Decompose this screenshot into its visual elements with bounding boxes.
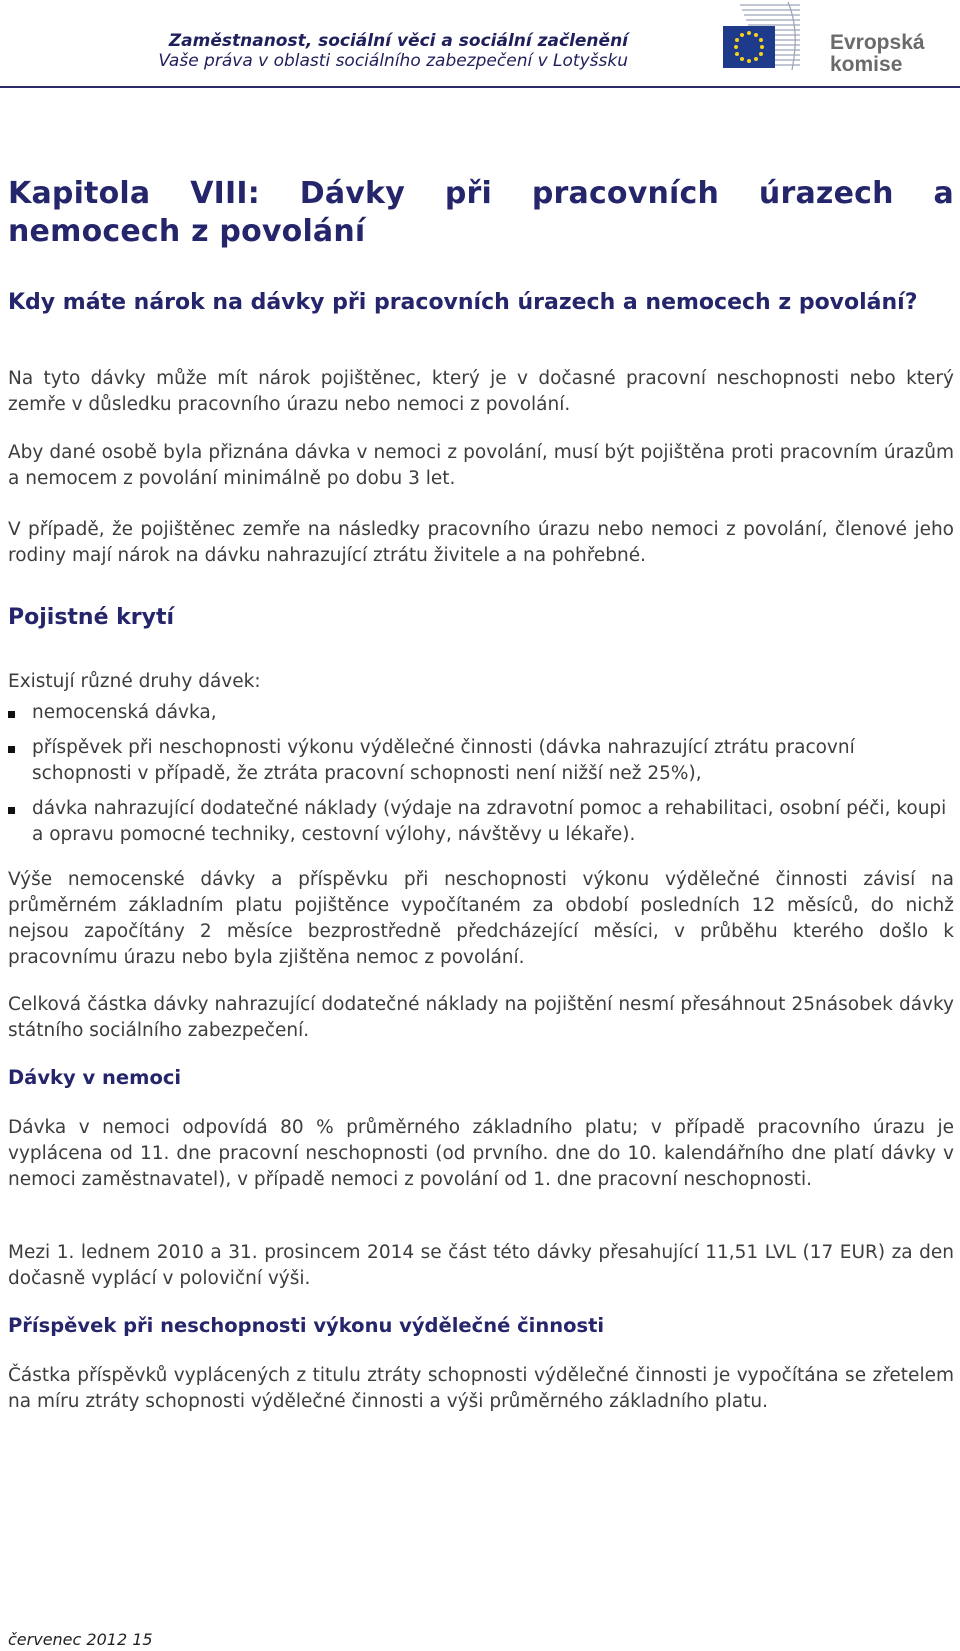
benefits-list — [8, 700, 954, 857]
paragraph: Na tyto dávky může mít nárok pojištěnec, který je v dočasné pracovní neschopnosti nebo který zemře v důsledku pracovního úrazu nebo nemoci z povolání. — [8, 368, 954, 415]
paragraph: Dávka v nemoci odpovídá 80 % průměrného základního platu; v případě pracovního úrazu je vyplácena od 11. dne pracovní neschopnosti (od prvního. dne do 10. kalendářního dne platí dávky v nemoci zaměstnavatel), v případě nemoci z povolání od 1. dne pracovní neschopnosti. — [8, 1117, 954, 1190]
page-header — [0, 0, 960, 86]
paragraph: Mezi 1. lednem 2010 a 31. prosincem 2014 se část této dávky přesahující 11,51 LVL (17 EUR) za den dočasně vyplácí v poloviční výši. — [8, 1242, 954, 1289]
list-item: příspěvek při neschopnosti výkonu výdělečné činnosti (dávka nahrazující ztrátu pracovní schopnosti v případě, že ztráta pracovní schopnosti není nižší než 25%), — [8, 735, 954, 787]
chapter-title: Kapitola VIII: Dávky při pracovních úrazech a nemocech z povolání — [8, 176, 954, 249]
section-title-eligibility: Kdy máte nárok na dávky při pracovních úrazech a nemocech z povolání? — [8, 290, 918, 315]
section-title-coverage: Pojistné krytí — [8, 605, 175, 630]
paragraph: Aby dané osobě byla přiznána dávka v nemoci z povolání, musí být pojištěna proti pracovním úrazům a nemocem z povolání minimálně po dobu 3 let. — [8, 442, 954, 489]
paragraph: Celková částka dávky nahrazující dodatečné náklady na pojištění nesmí přesáhnout 25násobek dávky státního sociálního zabezpečení. — [8, 994, 954, 1041]
section-title-incapacity: Příspěvek při neschopnosti výkonu výdělečné činnosti — [8, 1314, 605, 1337]
logo-text-evropska: Evropská — [830, 31, 925, 54]
paragraph: Existují různé druhy dávek: — [8, 671, 261, 692]
header-divider — [0, 86, 960, 88]
european-commission-logo — [680, 0, 956, 80]
header-text — [158, 31, 628, 71]
list-item: dávka nahrazující dodatečné náklady (výdaje na zdravotní pomoc a rehabilitaci, osobní péči, koupi a opravu pomocné techniky, cestovní výlohy, návštěvy u lékaře). — [8, 796, 954, 848]
list-item: nemocenská dávka, — [8, 700, 954, 726]
section-title-sickness: Dávky v nemoci — [8, 1066, 182, 1089]
logo-text-komise: komise — [830, 53, 903, 76]
paragraph: Částka příspěvků vyplácených z titulu ztráty schopnosti výdělečné činnosti je vypočítána se zřetelem na míru ztráty schopnosti výdělečné činnosti a výši průměrného základního platu. — [8, 1365, 954, 1412]
header-title: Zaměstnanost, sociální věci a sociální začlenění — [168, 31, 628, 51]
header-subtitle: Vaše práva v oblasti sociálního zabezpečení v Lotyšsku — [158, 51, 628, 71]
paragraph: V případě, že pojištěnec zemře na následky pracovního úrazu nebo nemoci z povolání, členové jeho rodiny mají nárok na dávku nahrazující ztrátu živitele a na pohřebné. — [8, 519, 954, 566]
paragraph: Výše nemocenské dávky a příspěvku při neschopnosti výkonu výdělečné činnosti závisí na průměrném základním platu pojištěnce vypočítaném za období posledních 12 měsíců, do nichž nejsou započítány 2 měsíce bezprostředně předcházející měsíci, v průběhu kterého došlo k pracovnímu úrazu nebo byla zjištěna nemoc z povolání. — [8, 869, 954, 968]
page-footer: červenec 2012 15 — [8, 1630, 153, 1649]
